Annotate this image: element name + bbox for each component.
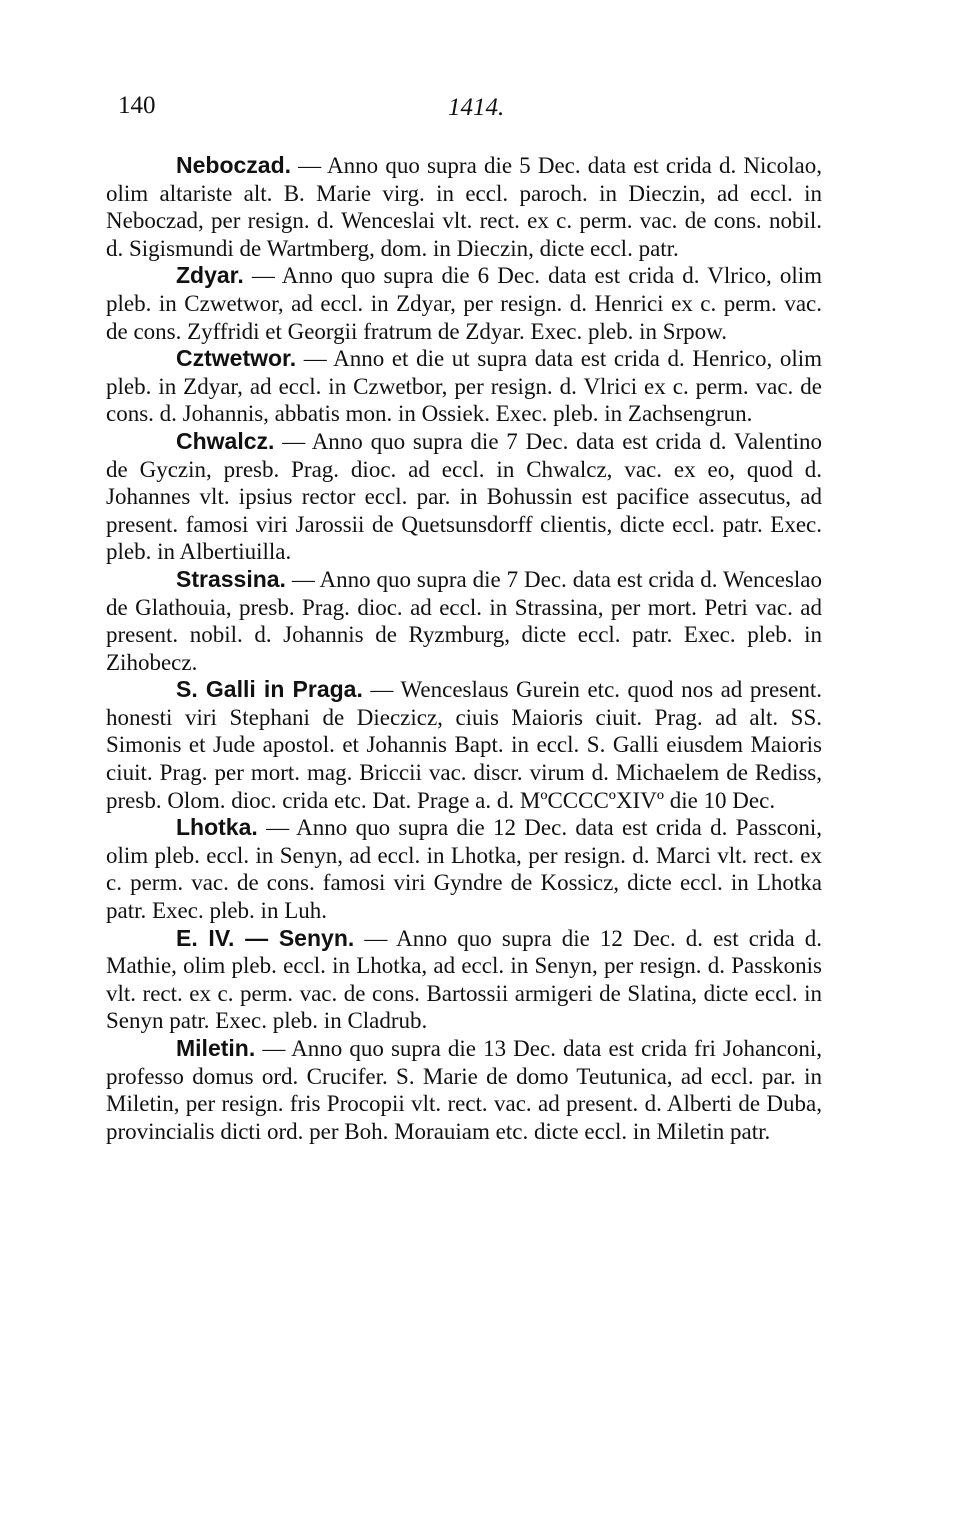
entry-heading: E. IV. — Senyn. [176, 924, 355, 951]
entry-heading: Strassina. [176, 565, 286, 592]
running-head-year: 1414. [448, 94, 505, 121]
entry-text: — Anno quo supra die 12 Dec. data est crida d. Passconi, olim pleb. eccl. in Senyn, ad eccl. in Lhotka, per resign. d. Marci vlt. rect. ex c. perm. vac. de cons. famosi viri Gyndre de Kossicz, dicte eccl. in Lhotka patr. Exec. pleb. in Luh. [106, 815, 822, 924]
entry-strassina [106, 566, 822, 676]
entry-heading: Zdyar. [176, 262, 244, 289]
entry-lhotka [106, 814, 822, 924]
entry-zdyar [106, 262, 822, 345]
document-body [106, 152, 822, 1145]
entry-heading: Chwalcz. [176, 427, 275, 454]
entry-s-galli-in-praga [106, 676, 822, 814]
entry-chwalcz [106, 428, 822, 566]
entry-text: — Anno quo supra die 7 Dec. data est crida d. Wenceslao de Glathouia, presb. Prag. dioc. ad eccl. in Strassina, per mort. Petri vac. ad present. nobil. d. Johannis de Ryzmburg, dicte eccl. patr. Exec. pleb. in Zihobecz. [106, 566, 822, 675]
entry-heading: Lhotka. [176, 814, 258, 841]
entry-heading: Neboczad. [176, 152, 292, 178]
page-number: 140 [118, 92, 156, 119]
entry-text: — Anno quo supra die 13 Dec. data est crida fri Johanconi, professo domus ord. Crucifer. S. Marie de domo Teutunica, ad eccl. par. in Miletin, per resign. fris Procopii vlt. rect. vac. ad present. d. Alberti de Duba, provincialis dicti ord. per Boh. Morauiam etc. dicte eccl. in Miletin patr. [106, 1036, 822, 1144]
entry-text: — Anno et die ut supra data est crida d. Henrico, olim pleb. in Zdyar, ad eccl. in Czwetbor, per resign. d. Vlrici ex c. perm. vac. de cons. d. Johannis, abbatis mon. in Ossiek. Exec. pleb. in Zachsengrun. [106, 346, 822, 427]
entry-text: — Wenceslaus Gurein etc. quod nos ad present. honesti viri Stephani de Dieczicz, ciuis Maioris ciuit. Prag. ad alt. SS. Simonis et Jude apostol. et Johannis Bapt. in eccl. S. Galli eiusdem Maioris ciuit. Prag. per mort. mag. Briccii vac. discr. virum d. Michaelem de Rediss, presb. Olom. dioc. crida etc. Dat. Prage a. d. MºCCCCºXIVº die 10 Dec. [106, 677, 822, 813]
page-header [118, 92, 838, 132]
entry-heading: Cztwetwor. [176, 345, 297, 372]
entry-text: — Anno quo supra die 5 Dec. data est crida d. Nicolao, olim altariste alt. B. Marie virg. in eccl. paroch. in Dieczin, ad eccl. in Neboczad, per resign. d. Wenceslai vlt. rect. ex c. perm. vac. de cons. nobil. d. Sigismundi de Wartmberg, dom. in Dieczin, dicte eccl. patr. [106, 153, 822, 261]
entry-text: — Anno quo supra die 6 Dec. data est crida d. Vlrico, olim pleb. in Czwetwor, ad eccl. in Zdyar, per resign. d. Henrici ex c. perm. vac. de cons. Zyffridi et Georgii fratrum de Zdyar. Exec. pleb. in Srpow. [106, 263, 822, 344]
entry-text: — Anno quo supra die 7 Dec. data est crida d. Valentino de Gyczin, presb. Prag. dioc. ad eccl. in Chwalcz, vac. ex eo, quod d. Johannes vlt. ipsius rector eccl. par. in Bohussin est pacifice assecutus, ad present. famosi viri Jarossii de Quetsunsdorff clientis, dicte eccl. patr. Exec. pleb. in Albertiuilla. [106, 428, 822, 565]
entry-neboczad [106, 152, 822, 262]
entry-cztwetwor [106, 345, 822, 428]
entry-miletin [106, 1035, 822, 1145]
entry-text: — Anno quo supra die 12 Dec. d. est crida d. Mathie, olim pleb. eccl. in Lhotka, ad eccl. in Senyn, per resign. d. Passkonis vlt. rect. ex c. perm. vac. de cons. Bartossii armigeri de Slatina, dicte eccl. in Senyn patr. Exec. pleb. in Cladrub. [106, 925, 822, 1034]
entry-senyn [106, 925, 822, 1035]
entry-heading: S. Galli in Praga. [176, 676, 363, 703]
entry-heading: Miletin. [176, 1035, 256, 1061]
